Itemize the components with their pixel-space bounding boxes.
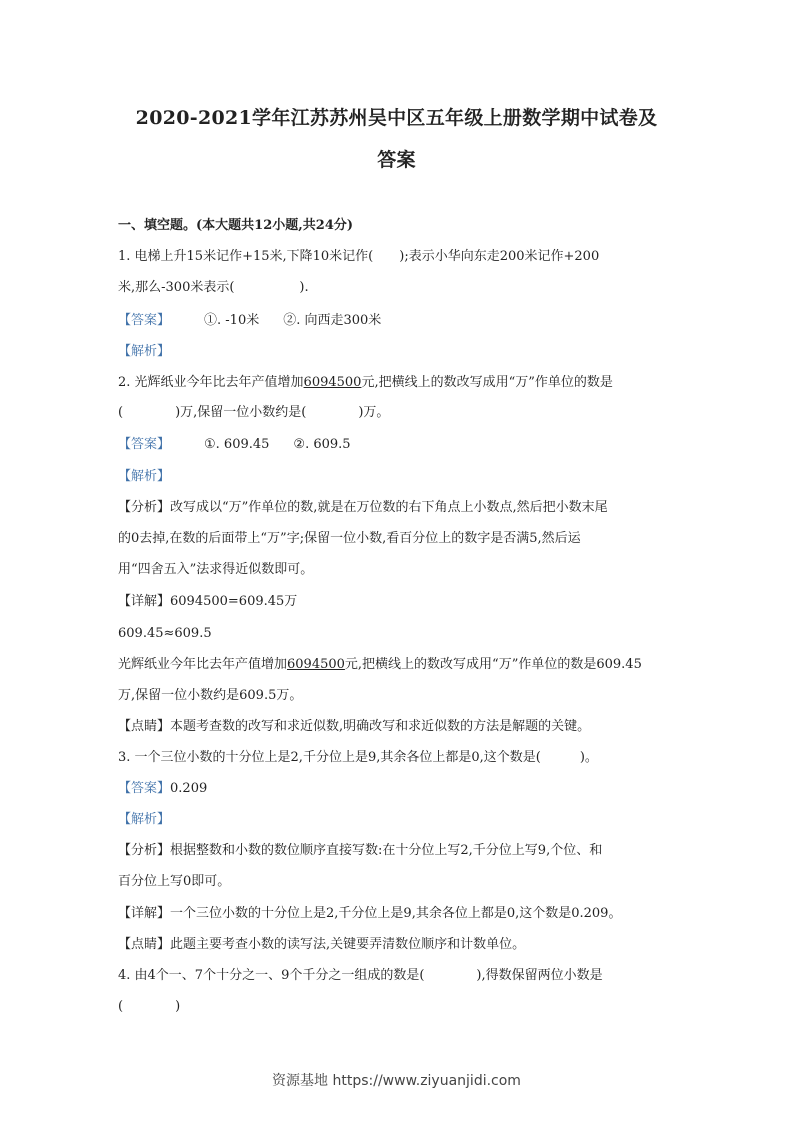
q2-answer bbox=[118, 436, 675, 454]
q2-dianjing bbox=[118, 718, 675, 736]
page-title-line2: 答案 bbox=[377, 149, 416, 171]
q4-line1: 4. 由4个一、7个十分之一、9个千分之一组成的数是( ),得数保留两位小数是 bbox=[118, 968, 603, 983]
q2-xiangjie-line2: 609.45≈609.5 bbox=[118, 626, 212, 641]
answer-tag: 【答案】 bbox=[118, 313, 171, 328]
q3-answer-value: 0.209 bbox=[170, 781, 208, 796]
q2-xiangjie-line4: 万,保留一位小数约是609.5万。 bbox=[118, 688, 303, 703]
q3-xiangjie-text: 一个三位小数的十分位上是2,千分位上是9,其余各位上都是0,这个数是0.209。 bbox=[170, 906, 622, 921]
q3-line1: 3. 一个三位小数的十分位上是2,千分位上是9,其余各位上都是0,这个数是( )。 bbox=[118, 750, 598, 765]
q3-dianjing-text: 此题主要考查小数的读写法,关键要弄清数位顺序和计数单位。 bbox=[170, 937, 526, 952]
q2-xiangjie-text1: 6094500=609.45万 bbox=[170, 594, 298, 609]
fenxi-tag: 【分析】 bbox=[118, 500, 171, 515]
q2-analysis-tag: 【解析】 bbox=[118, 469, 171, 484]
q3-xiangjie bbox=[118, 905, 675, 923]
q1-answer-b: ②. 向西走300米 bbox=[283, 313, 382, 328]
q2-dianjing-text: 本题考查数的改写和求近似数,明确改写和求近似数的方法是解题的关键。 bbox=[170, 719, 591, 734]
q2-xiangjie-underlined-number: 6094500 bbox=[287, 657, 345, 672]
q3-analysis-tag: 【解析】 bbox=[118, 812, 171, 827]
q2-xiangjie-pre: 光辉纸业今年比去年产值增加 bbox=[118, 657, 288, 672]
dianjing-tag: 【点睛】 bbox=[118, 719, 171, 734]
q4-line2: ( ) bbox=[118, 999, 181, 1014]
q2-answer-b: ②. 609.5 bbox=[293, 437, 351, 452]
q3-fenxi-line2: 百分位上写0即可。 bbox=[118, 874, 231, 889]
q1-line2: 米,那么-300米表示( ). bbox=[118, 280, 309, 295]
fenxi-tag: 【分析】 bbox=[118, 843, 171, 858]
dianjing-tag: 【点睛】 bbox=[118, 937, 171, 952]
answer-tag: 【答案】 bbox=[118, 437, 171, 452]
xiangjie-tag: 【详解】 bbox=[118, 906, 171, 921]
q1-analysis-tag: 【解析】 bbox=[118, 344, 171, 359]
section-heading: 一、填空题。(本大题共12小题,共24分) bbox=[118, 218, 354, 233]
q2-line2: ( )万,保留一位小数约是( )万。 bbox=[118, 405, 390, 420]
q2-xiangjie-line3 bbox=[118, 656, 675, 674]
q2-underlined-number: 6094500 bbox=[303, 375, 362, 390]
answer-tag: 【答案】 bbox=[118, 781, 171, 796]
q2-xiangjie-line1 bbox=[118, 593, 675, 611]
page-title-line1: 2020-2021学年江苏苏州吴中区五年级上册数学期中试卷及 bbox=[135, 107, 658, 129]
q1-line1: 1. 电梯上升15米记作+15米,下降10米记作( );表示小华向东走200米记作+200 bbox=[118, 249, 600, 264]
q2-line1-post: 元,把横线上的数改写成用“万”作单位的数是 bbox=[361, 375, 613, 390]
q3-answer bbox=[118, 780, 675, 798]
q2-xiangjie-post: 元,把横线上的数改写成用“万”作单位的数是609.45 bbox=[344, 657, 642, 672]
footer-watermark: 资源基地 https://www.ziyuanjidi.com bbox=[272, 1073, 521, 1089]
q2-fenxi-line1 bbox=[118, 499, 675, 517]
q1-answer bbox=[118, 312, 675, 330]
q3-fenxi-text1: 根据整数和小数的数位顺序直接写数:在十分位上写2,千分位上写9,个位、和 bbox=[170, 843, 603, 858]
q2-fenxi-line2: 的0去掉,在数的后面带上“万”字;保留一位小数,看百分位上的数字是否满5,然后运 bbox=[118, 531, 581, 546]
q2-answer-a: ①. 609.45 bbox=[204, 437, 270, 452]
q3-dianjing bbox=[118, 936, 675, 954]
q3-fenxi-line1 bbox=[118, 842, 675, 860]
q2-fenxi-text1: 改写成以“万”作单位的数,就是在万位数的右下角点上小数点,然后把小数末尾 bbox=[170, 500, 608, 515]
q2-fenxi-line3: 用“四舍五入”法求得近似数即可。 bbox=[118, 562, 314, 577]
q2-line1-pre: 2. 光辉纸业今年比去年产值增加 bbox=[118, 375, 304, 390]
q2-line1 bbox=[118, 374, 675, 392]
q1-answer-a: ①. -10米 bbox=[204, 313, 260, 328]
xiangjie-tag: 【详解】 bbox=[118, 594, 171, 609]
